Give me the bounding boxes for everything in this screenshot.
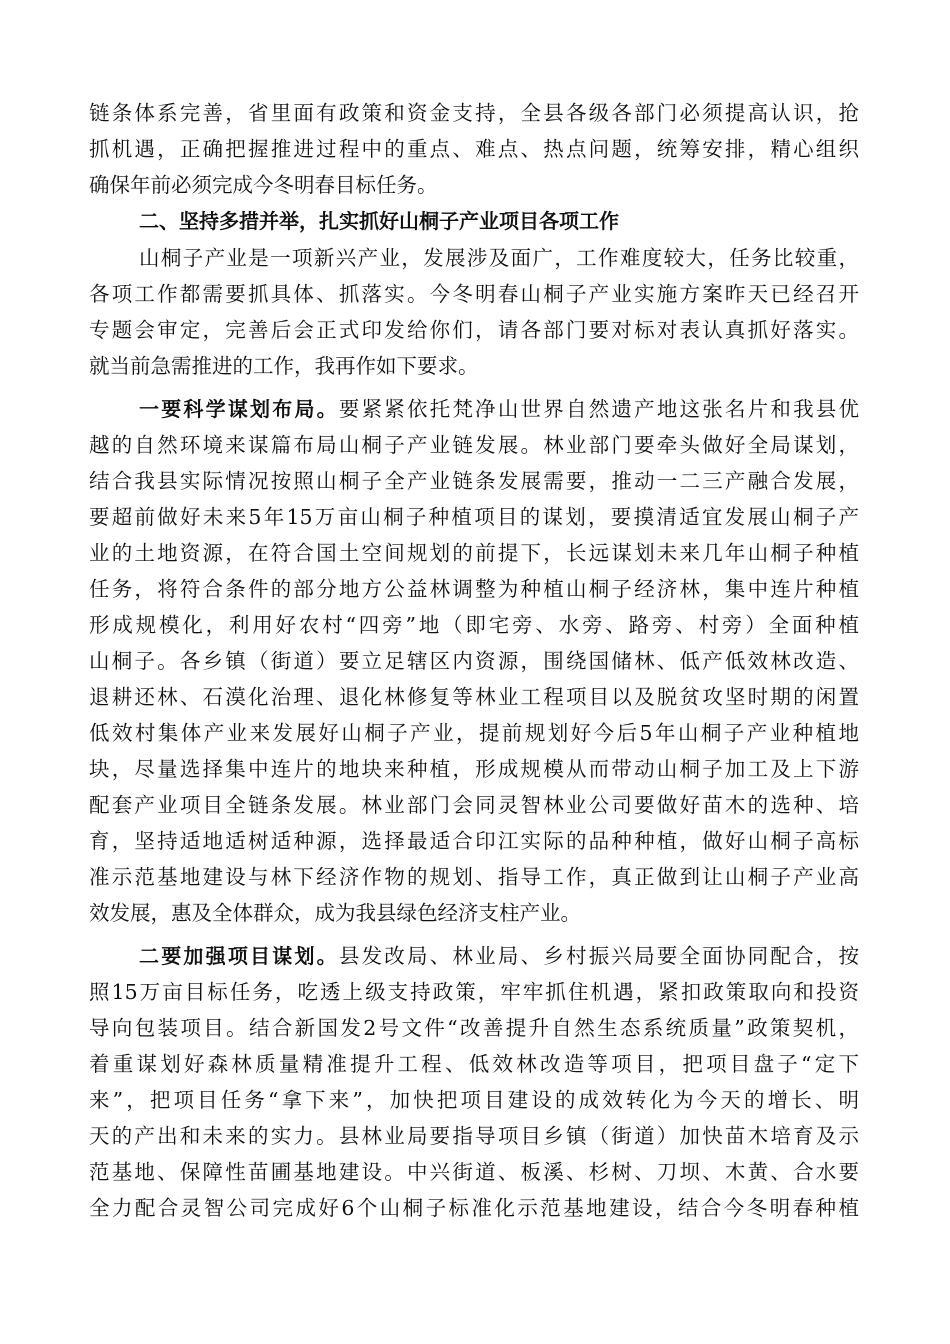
text-line: 链条体系完善，省里面有政策和资金支持，全县各级各部门必须提高认识，抢: [89, 101, 859, 125]
text-line: 任务，将符合条件的部分地方公益林调整为种植山桐子经济林，集中连片种植: [89, 577, 859, 601]
text-line: 导向包装项目。结合新国发2号文件“改善提升自然生态系统质量”政策契机，: [89, 1016, 859, 1040]
text-line: 育，坚持适地适树适种源，选择最适合印江实际的品种种植，做好山桐子高标: [89, 829, 859, 853]
text-line: 形成规模化，利用好农村“四旁”地（即宅旁、水旁、路旁、村旁）全面种植: [89, 613, 859, 637]
text-line: 山桐子产业是一项新兴产业，发展涉及面广，工作难度较大，任务比较重，: [139, 246, 859, 270]
text-span: 县发改局、林业局、乡村振兴局要全面协同配合，按: [338, 944, 860, 968]
text-line: 配套产业项目全链条发展。林业部门会同灵智林业公司要做好苗木的选种、培: [89, 793, 859, 817]
text-line: 抓机遇，正确把握推进过程中的重点、难点、热点问题，统筹安排，精心组织: [89, 137, 859, 161]
text-line: 越的自然环境来谋篇布局山桐子产业链发展。林业部门要牵头做好全局谋划，: [89, 433, 859, 457]
text-line: 专题会审定，完善后会正式印发给你们，请各部门要对标对表认真抓好落实。: [89, 318, 859, 342]
text-line: 就当前急需推进的工作，我再作如下要求。: [89, 354, 479, 378]
text-line: 块，尽量选择集中连片的地块来种植，形成规模从而带动山桐子加工及上下游: [89, 757, 859, 781]
text-line: 照15万亩目标任务，吃透上级支持政策，牢牢抓住机遇，紧扣政策取向和投资: [89, 980, 859, 1004]
text-line: 退耕还林、石漠化治理、退化林修复等林业工程项目以及脱贫攻坚时期的闲置: [89, 685, 859, 709]
text-line: 业的土地资源，在符合国土空间规划的前提下，长远谋划未来几年山桐子种植: [89, 541, 859, 565]
paragraph-lead: 二要加强项目谋划。: [139, 944, 339, 968]
text-line: 效发展，惠及全体群众，成为我县绿色经济支柱产业。: [89, 901, 581, 925]
text-line: 结合我县实际情况按照山桐子全产业链条发展需要，推动一二三产融合发展，: [89, 469, 859, 493]
text-line: 各项工作都需要抓具体、抓落实。今冬明春山桐子产业实施方案昨天已经召开: [89, 282, 859, 306]
text-line: [139, 391, 859, 427]
text-line: 山桐子。各乡镇（街道）要立足辖区内资源，围绕国储林、低产低效林改造、: [89, 649, 859, 673]
text-line: 准示范基地建设与林下经济作物的规划、指导工作，真正做到让山桐子产业高: [89, 865, 859, 889]
text-line: [139, 938, 859, 974]
text-line: 全力配合灵智公司完成好6个山桐子标准化示范基地建设，结合今冬明春种植: [89, 1196, 859, 1220]
paragraph-lead: 一要科学谋划布局。: [139, 397, 339, 421]
text-line: 来”，把项目任务“拿下来”，加快把项目建设的成效转化为今天的增长、明: [89, 1088, 859, 1112]
text-line: 范基地、保障性苗圃基地建设。中兴街道、板溪、杉树、刀坝、木黄、合水要: [89, 1160, 859, 1184]
text-line: 要超前做好未来5年15万亩山桐子种植项目的谋划，要摸清适宜发展山桐子产: [89, 505, 859, 529]
text-line: 确保年前必须完成今冬明春目标任务。: [89, 173, 438, 197]
section-heading: 二、坚持多措并举，扎实抓好山桐子产业项目各项工作: [139, 209, 619, 233]
text-span: 要紧紧依托梵净山世界自然遗产地这张名片和我县优: [338, 397, 860, 421]
text-line: 着重谋划好森林质量精准提升工程、低效林改造等项目，把项目盘子“定下: [89, 1052, 859, 1076]
text-line: 低效村集体产业来发展好山桐子产业，提前规划好今后5年山桐子产业种植地: [89, 721, 859, 745]
text-line: 天的产出和未来的实力。县林业局要指导项目乡镇（街道）加快苗木培育及示: [89, 1124, 859, 1148]
